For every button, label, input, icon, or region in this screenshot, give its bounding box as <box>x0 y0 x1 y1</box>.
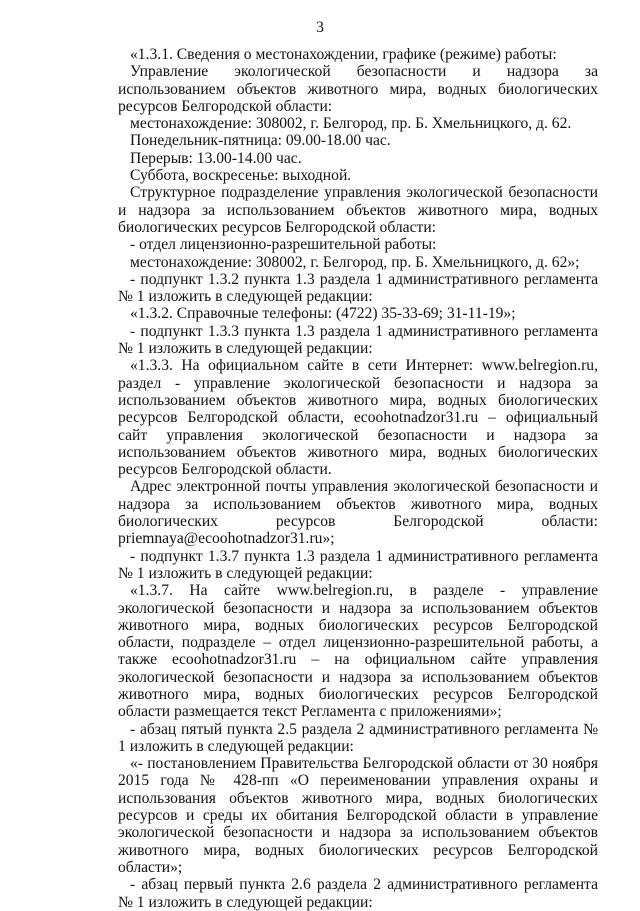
paragraph: Структурное подразделение управления экологической безопасности и надзора за использованием объектов животного мира, водных биологических ресурсов Белгородской области: <box>118 184 598 236</box>
paragraph: местонахождение: 308002, г. Белгород, пр. Б. Хмельницкого, д. 62»; <box>130 253 580 271</box>
paragraph: - отдел лицензионно-разрешительной работы: <box>130 236 437 254</box>
paragraph: местонахождение: 308002, г. Белгород, пр. Б. Хмельницкого, д. 62. <box>130 115 572 133</box>
paragraph: Перерыв: 13.00-14.00 час. <box>130 149 302 167</box>
paragraph: «1.3.7. На сайте www.belregion.ru, в разделе - управление экологической безопасности и надзора за использованием объектов животного мира, водных биологических ресурсов Белгородской области, подразделе – отдел лицензионно-разрешительной работы, а также ecoohotnadzor31.ru – на официальном сайте управления экологической безопасности и надзора за использованием объектов животного мира, водных биологических ресурсов Белгородской области размещается текст Регламента с приложениями»; <box>118 582 598 721</box>
paragraph: - подпункт 1.3.2 пункта 1.3 раздела 1 административного регламента № 1 изложить в следующей редакции: <box>118 270 598 306</box>
paragraph: Адрес электронной почты управления экологической безопасности и надзора за использованием объектов животного мира, водных биологических ресурсов Белгородской области: priemnaya@ecoohotnadzor31.ru»; <box>118 478 598 548</box>
paragraph: «1.3.1. Сведения о местонахождении, графике (режиме) работы: <box>130 46 557 63</box>
paragraph: «1.3.3. На официальном сайте в сети Интернет: www.belregion.ru, раздел - управление экологической безопасности и надзора за использованием объектов животного мира, водных биологических ресурсов Белгородской области, ecoohotnadzor31.ru – официальный сайт управления экологической безопасности и надзора за использованием объектов животного мира, водных биологических ресурсов Белгородской области. <box>118 357 598 479</box>
paragraph: «1.3.2. Справочные телефоны: (4722) 35-33-69; 31-11-19»; <box>130 305 516 323</box>
paragraph: Управление экологической безопасности и надзора за использованием объектов животного мира, водных биологических ресурсов Белгородской области: <box>118 63 598 115</box>
paragraph: «- постановлением Правительства Белгородской области от 30 ноября 2015 года № 428-пп «О переименовании управления охраны и использования объектов животного мира, водных биологических ресурсов и среды их обитания Белгородской области в управление экологической безопасности и надзора за использованием объектов животного мира, водных биологических ресурсов Белгородской области»; <box>118 755 598 876</box>
paragraph: - подпункт 1.3.7 пункта 1.3 раздела 1 административного регламента № 1 изложить в следующей редакции: <box>118 547 598 582</box>
paragraph: - подпункт 1.3.3 пункта 1.3 раздела 1 административного регламента № 1 изложить в следующей редакции: <box>118 322 598 358</box>
paragraph: - абзац первый пункта 2.6 раздела 2 административного регламента № 1 изложить в следующей редакции: <box>118 876 598 911</box>
paragraph: - абзац пятый пункта 2.5 раздела 2 административного регламента № 1 изложить в следующей редакции: <box>118 720 598 755</box>
paragraph: Понедельник-пятница: 09.00-18.00 час. <box>130 132 391 150</box>
paragraph: Суббота, воскресенье: выходной. <box>130 167 352 185</box>
page-number: 3 <box>316 19 324 36</box>
document-body <box>118 46 598 911</box>
